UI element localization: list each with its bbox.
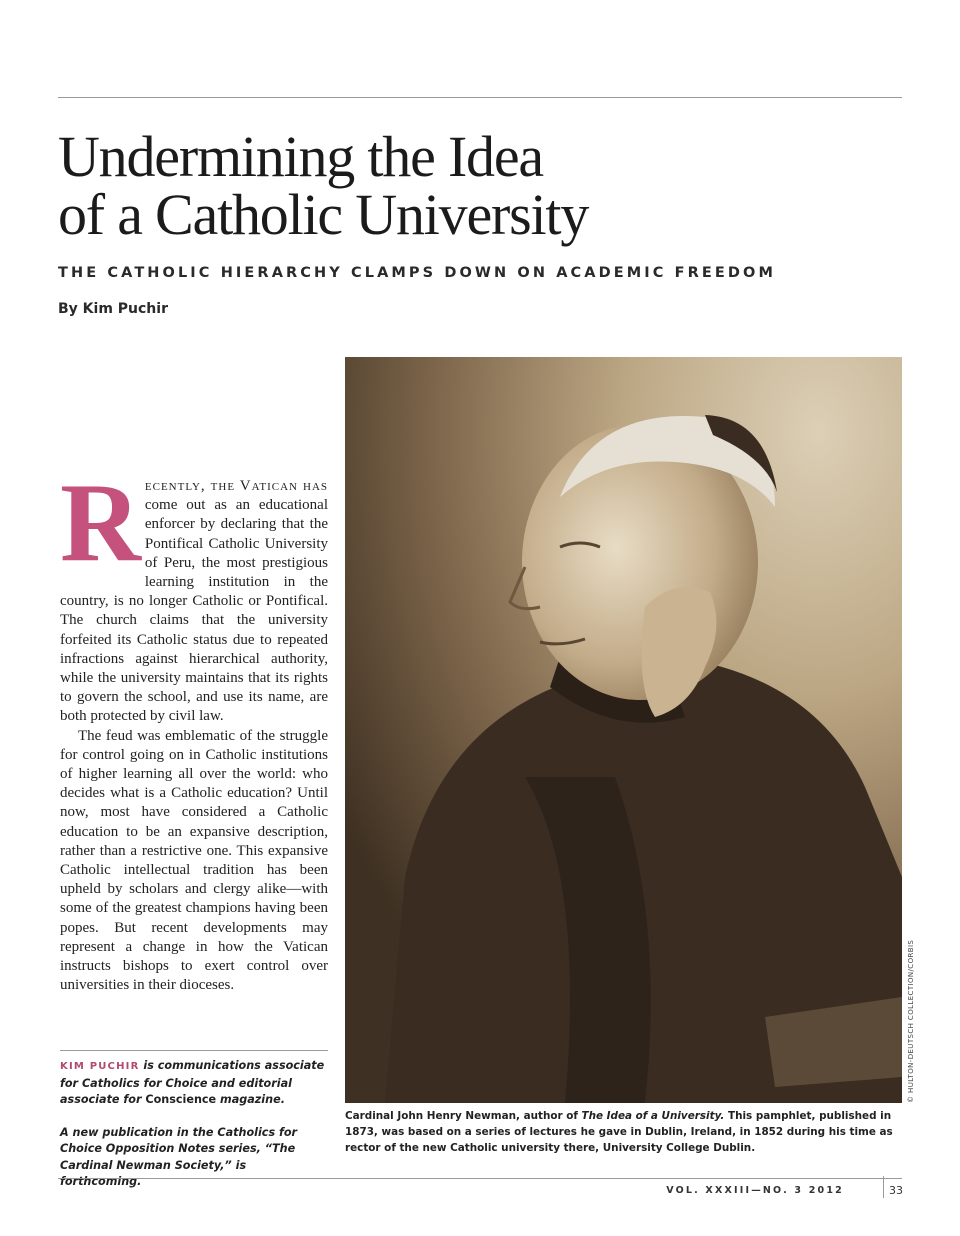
headline-line-1: Undermining the Idea — [58, 124, 543, 189]
byline: By Kim Puchir — [58, 301, 168, 317]
folio-separator — [883, 1176, 884, 1198]
bio-rule — [60, 1050, 328, 1051]
portrait-illustration — [345, 357, 902, 1103]
bio-text-1: is communications associate for Catholics for Choice and editorial associate for — [60, 1059, 325, 1106]
portrait-photo — [345, 357, 902, 1103]
page-number: 33 — [889, 1184, 903, 1197]
headline — [58, 124, 758, 247]
headline-line-2: of a Catholic University — [58, 182, 589, 247]
article-paragraph-2: The feud was emblematic of the struggle for control going on in Catholic institutions of higher learning all over the world: who decides what is a Catholic education? Until now, most have considered a Catholic education to be an expansive description, rather than a restrictive one. This expansive Catholic intellectual tradition has been upheld by scholars and clergy alike—with some of the greatest champions having been popes. But recent developments may represent a change in how the Vatican instructs bishops to exert control over universities in their dioceses. — [60, 727, 328, 994]
photo-credit: © HULTON-DEUTSCH COLLECTION/CORBIS — [907, 939, 915, 1103]
caption-book-title: The Idea of a University. — [581, 1110, 725, 1122]
bio-author-name: KIM PUCHIR — [60, 1061, 140, 1072]
top-rule — [58, 97, 902, 98]
bio-text-2: magazine. — [216, 1093, 285, 1106]
issue-info: VOL. XXXIII—NO. 3 2012 — [666, 1185, 844, 1196]
drop-cap: R — [60, 461, 141, 585]
bio-paragraph — [60, 1058, 328, 1109]
caption-rest: This pamphlet, published in 1873, was based on a series of lectures he gave in Dublin, Ireland, in 1852 during his time as rector of the new Catholic university there, University College Dublin. — [345, 1110, 893, 1154]
lead-in: ecently, the Vatican has — [144, 478, 328, 494]
author-bio — [60, 1058, 328, 1207]
bio-note: A new publication in the Catholics for Choice Opposition Notes series, “The Cardinal Newman Society,” is forthcoming. — [60, 1125, 298, 1188]
article-body — [60, 461, 328, 995]
article-paragraph-1 — [60, 461, 328, 727]
bottom-rule — [58, 1178, 902, 1179]
paragraph-1-text: come out as an educational enforcer by declaring that the Pontifical Catholic University of Peru, the most prestigious learning institution in the country, is no longer Catholic or Pontifical. The church claims that the university forfeited its Catholic status due to repeated infractions against hierarchical authority, while the university maintains that its rights to govern the school, and use its name, are both protected by civil law. — [60, 497, 328, 725]
caption-lead: Cardinal John Henry Newman, author of — [345, 1110, 582, 1122]
deck-subtitle: THE CATHOLIC HIERARCHY CLAMPS DOWN ON ACADEMIC FREEDOM — [58, 265, 777, 281]
photo-caption — [345, 1108, 902, 1156]
bio-magazine: Conscience — [145, 1093, 217, 1106]
